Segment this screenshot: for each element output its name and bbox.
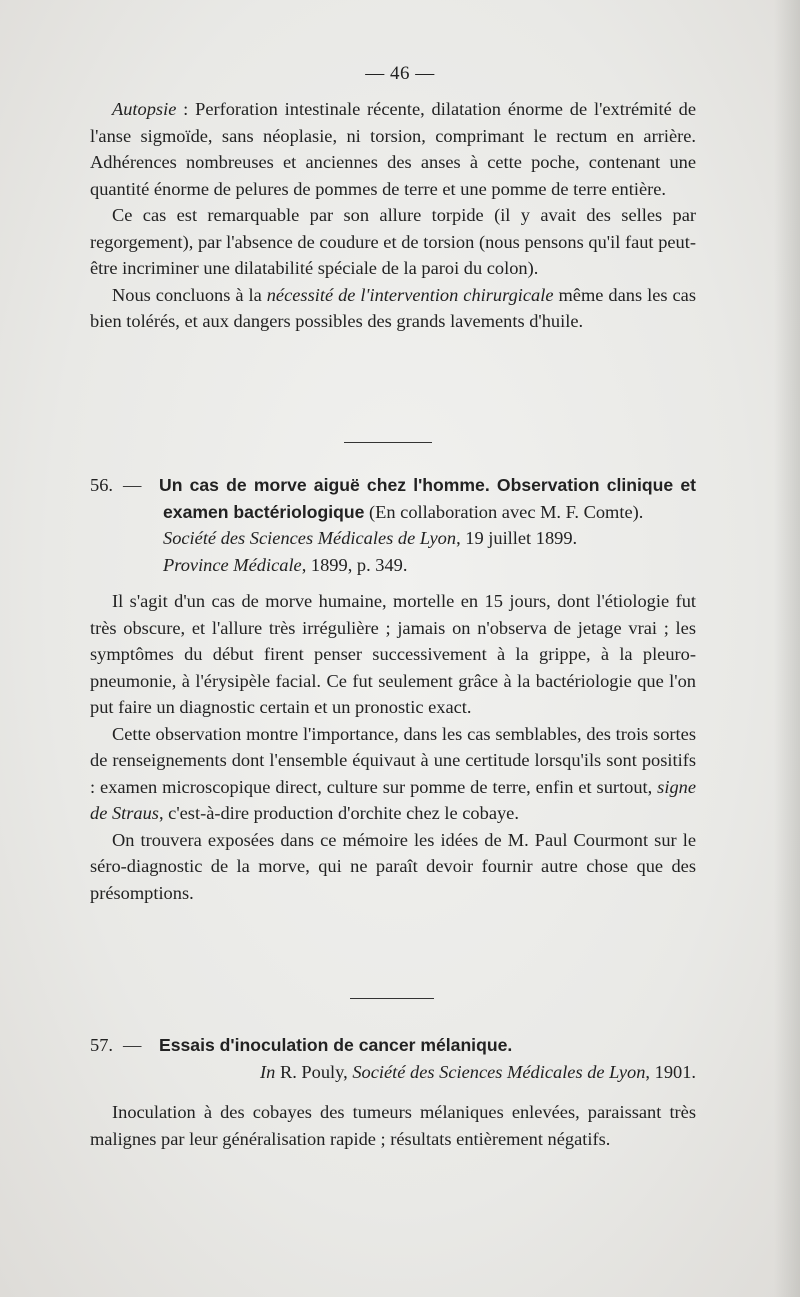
entry-56-title: Un cas de morve aiguë chez l'homme. Observation clinique et examen bactériologique (159, 475, 696, 522)
entry-57-citation (90, 1059, 696, 1086)
entry-56-paragraph-2 (90, 721, 696, 827)
conclusion-emphasis: nécessité de l'intervention chirurgicale (266, 284, 554, 305)
section-divider (350, 998, 434, 999)
entry-57-year: , 1901. (645, 1061, 696, 1082)
conclusion-post: même dans les cas bien tolérés, et aux dangers possibles des grands lavements d'huile. (90, 284, 696, 331)
entry-57-author: R. Pouly, (275, 1061, 353, 1082)
autopsy-section (90, 96, 696, 335)
entry-56-date-1: , 19 juillet 1899. (456, 528, 578, 548)
conclusion-pre: Nous concluons à la (112, 284, 267, 305)
entry-56-heading (90, 472, 696, 525)
section-divider (344, 442, 432, 443)
entry-56-collaboration: (En collaboration avec M. F. Comte). (364, 501, 644, 522)
entry-57-heading (90, 1032, 696, 1059)
entry-56-p2-post: , c'est-à-dire production d'orchite chez le cobaye. (158, 803, 519, 823)
entry-56-dash: — (123, 475, 142, 495)
entry-56-p2-pre: Cette observation montre l'importance, dans les cas semblables, des trois sortes de renseignements dont l'ensemble équivaut à une certitude lorsqu'ils sont positifs : examen microscopique direct, culture sur pomme de terre, enfin et surtout, (90, 723, 696, 797)
autopsy-label: Autopsie (112, 99, 177, 119)
autopsy-text: : Perforation intestinale récente, dilatation énorme de l'extrémité de l'anse sigmoïde, sans néoplasie, ni torsion, comprimant le rectum en arrière. Adhérences nombreuses et anciennes des anses à cette poche, contenant une quantité énorme de pelures de pommes de terre et une pomme de terre entière. (90, 99, 696, 199)
entry-56-paragraph-3: On trouvera exposées dans ce mémoire les idées de M. Paul Courmont sur le séro-diagnostic de la morve, qui ne paraît devoir fournir autre chose que des présomptions. (90, 829, 696, 903)
entry-57-journal: Société des Sciences Médicales de Lyon (352, 1061, 646, 1082)
autopsy-paragraph (90, 96, 696, 202)
entry-56-journal-2: Province Médicale (163, 554, 302, 575)
entry-56-journal-1: Société des Sciences Médicales de Lyon (163, 528, 457, 548)
entry-56-citation-2 (90, 552, 696, 579)
entry-57-dash: — (123, 1035, 142, 1055)
conclusion-paragraph (90, 282, 696, 335)
entry-57-title: Essais d'inoculation de cancer mélanique. (159, 1035, 513, 1055)
page-edge-shadow (774, 0, 800, 1297)
page-number: — 46 — (365, 63, 435, 84)
entry-57-paragraph-1: Inoculation à des cobayes des tumeurs mélaniques enlevées, paraissant très malignes par leur généralisation rapide ; résultats entièrement négatifs. (90, 1102, 696, 1149)
entry-56-p2-emphasis: signe de Straus (90, 776, 696, 823)
remark-paragraph: Ce cas est remarquable par son allure torpide (il y avait des selles par regorgement), par l'absence de coudure et de torsion (nous pensons qu'il faut peut-être incriminer une dilatabilité spéciale de la paroi du colon). (90, 205, 696, 278)
entry-57 (90, 1032, 696, 1152)
entry-57-number: 57. (90, 1035, 113, 1055)
entry-56-citation-1 (90, 525, 696, 552)
entry-56 (90, 472, 696, 906)
entry-56-number: 56. (90, 475, 113, 495)
entry-56-paragraph-1: Il s'agit d'un cas de morve humaine, mortelle en 15 jours, dont l'étiologie fut très obscure, et l'allure très irrégulière ; jamais on n'observa de jetage vrai ; les symptômes du début firent penser successivement à la grippe, à la pleuro-pneumonie, à l'érysipèle facial. Ce fut seulement grâce à la bactériologie que l'on put faire un diagnostic certain et un pronostic exact. (90, 591, 696, 717)
entry-57-in: In (260, 1061, 276, 1082)
entry-56-date-2: , 1899, p. 349. (301, 554, 408, 575)
